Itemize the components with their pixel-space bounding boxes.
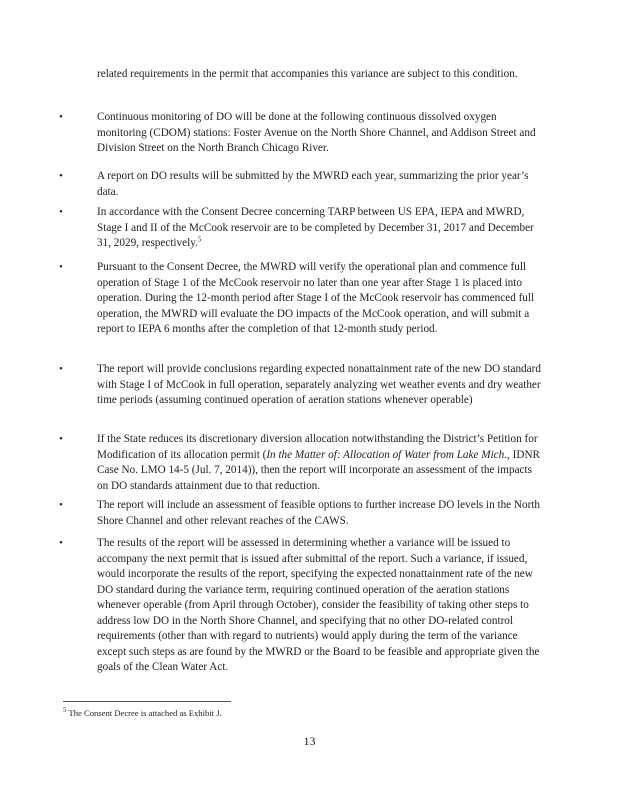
- bullet-text: Continuous monitoring of DO will be done at the following continuous dissolved oxygen monitoring (CDOM) stations: Foster Avenue on the North Shore Channel, and Addison Street and Division Street on the North Branch Chicago River.: [97, 111, 536, 154]
- bullet-text: The report will include an assessment of feasible options to further increase DO levels in the North Shore Channel and other relevant reaches of the CAWS.: [97, 499, 541, 527]
- footnote-marker: 5: [63, 706, 67, 715]
- bullet-text: Pursuant to the Consent Decree, the MWRD will verify the operational plan and commence full operation of Stage 1 of the McCook reservoir no later than one year after Stage 1 is placed into operation. During the 12-month period after Stage I of the McCook reservoir has commenced full operation, the MWRD will evaluate the DO impacts of the McCook operation, and will submit a report to IEPA 6 months after the completion of that 12-month study period.: [97, 261, 535, 335]
- bullet-mccook-operation: [59, 260, 542, 338]
- bullet-text: The report will provide conclusions regarding expected nonattainment rate of the new DO standard with Stage I of McCook in full operation, separately analyzing wet weather events and dry weather time periods (assuming continued operation of aeration stations whenever operable): [97, 363, 541, 406]
- case-title: In the Matter of: Allocation of Water from Lake Mich.: [266, 448, 508, 461]
- bullet-annual-report: [59, 169, 542, 200]
- bullet-variance-assessment: [59, 536, 542, 676]
- bullet-dot: •: [59, 206, 63, 218]
- footnote-reference: 5: [197, 235, 202, 244]
- footnote: [63, 708, 222, 718]
- bullet-text: A report on DO results will be submitted by the MWRD each year, summarizing the prior year’s data.: [97, 170, 529, 198]
- bullet-report-conclusions: [59, 362, 542, 409]
- bullet-dot: •: [59, 170, 63, 182]
- bullet-feasible-options: [59, 498, 542, 529]
- bullet-dot: •: [59, 537, 63, 549]
- bullet-diversion-allocation: [59, 432, 542, 494]
- bullet-text: In accordance with the Consent Decree concerning TARP between US EPA, IEPA and MWRD, Stage I and II of the McCook reservoir are to be completed by December 31, 2017 and December 31, 2029, respectively.: [97, 206, 534, 249]
- bullet-consent-decree: [59, 205, 542, 252]
- bullet-dot: •: [59, 499, 63, 511]
- bullet-text-before: If the State reduces its discretionary diversion allocation notwithstanding the District’s Petition for Modification of its allocation permit (: [97, 433, 538, 461]
- bullet-text-after: , IDNR Case No. LMO 14-5 (Jul. 7, 2014)), then the report will incorporate an assessment of the impacts on DO standards attainment due to that reduction.: [97, 448, 540, 492]
- bullet-dot: •: [59, 261, 63, 273]
- continuation-paragraph: related requirements in the permit that accompanies this variance are subject to this condition.: [97, 68, 518, 80]
- footnote-text: The Consent Decree is attached as Exhibit J.: [66, 708, 222, 718]
- page-number: 13: [303, 734, 316, 748]
- bullet-dot: •: [59, 363, 63, 375]
- footnote-divider: [63, 701, 231, 702]
- bullet-text: The results of the report will be assessed in determining whether a variance will be issued to accompany the next permit that is issued after submittal of the report. Such a variance, if issued, would incorporate the results of the report, specifying the expected nonattainment rate of the new DO standard during the variance term, requiring continued operation of the aeration stations whenever operable (from April through October), consider the feasibility of taking other steps to address low DO in the North Shore Channel, and specifying that no other DO-related control requirements (other than with regard to nutrients) would apply during the term of the variance except such steps as are found by the MWRD or the Board to be feasible and appropriate given the goals of the Clean Water Act.: [97, 537, 540, 673]
- bullet-dot: •: [59, 111, 63, 123]
- bullet-cdom-monitoring: [59, 110, 542, 157]
- bullet-dot: •: [59, 433, 63, 445]
